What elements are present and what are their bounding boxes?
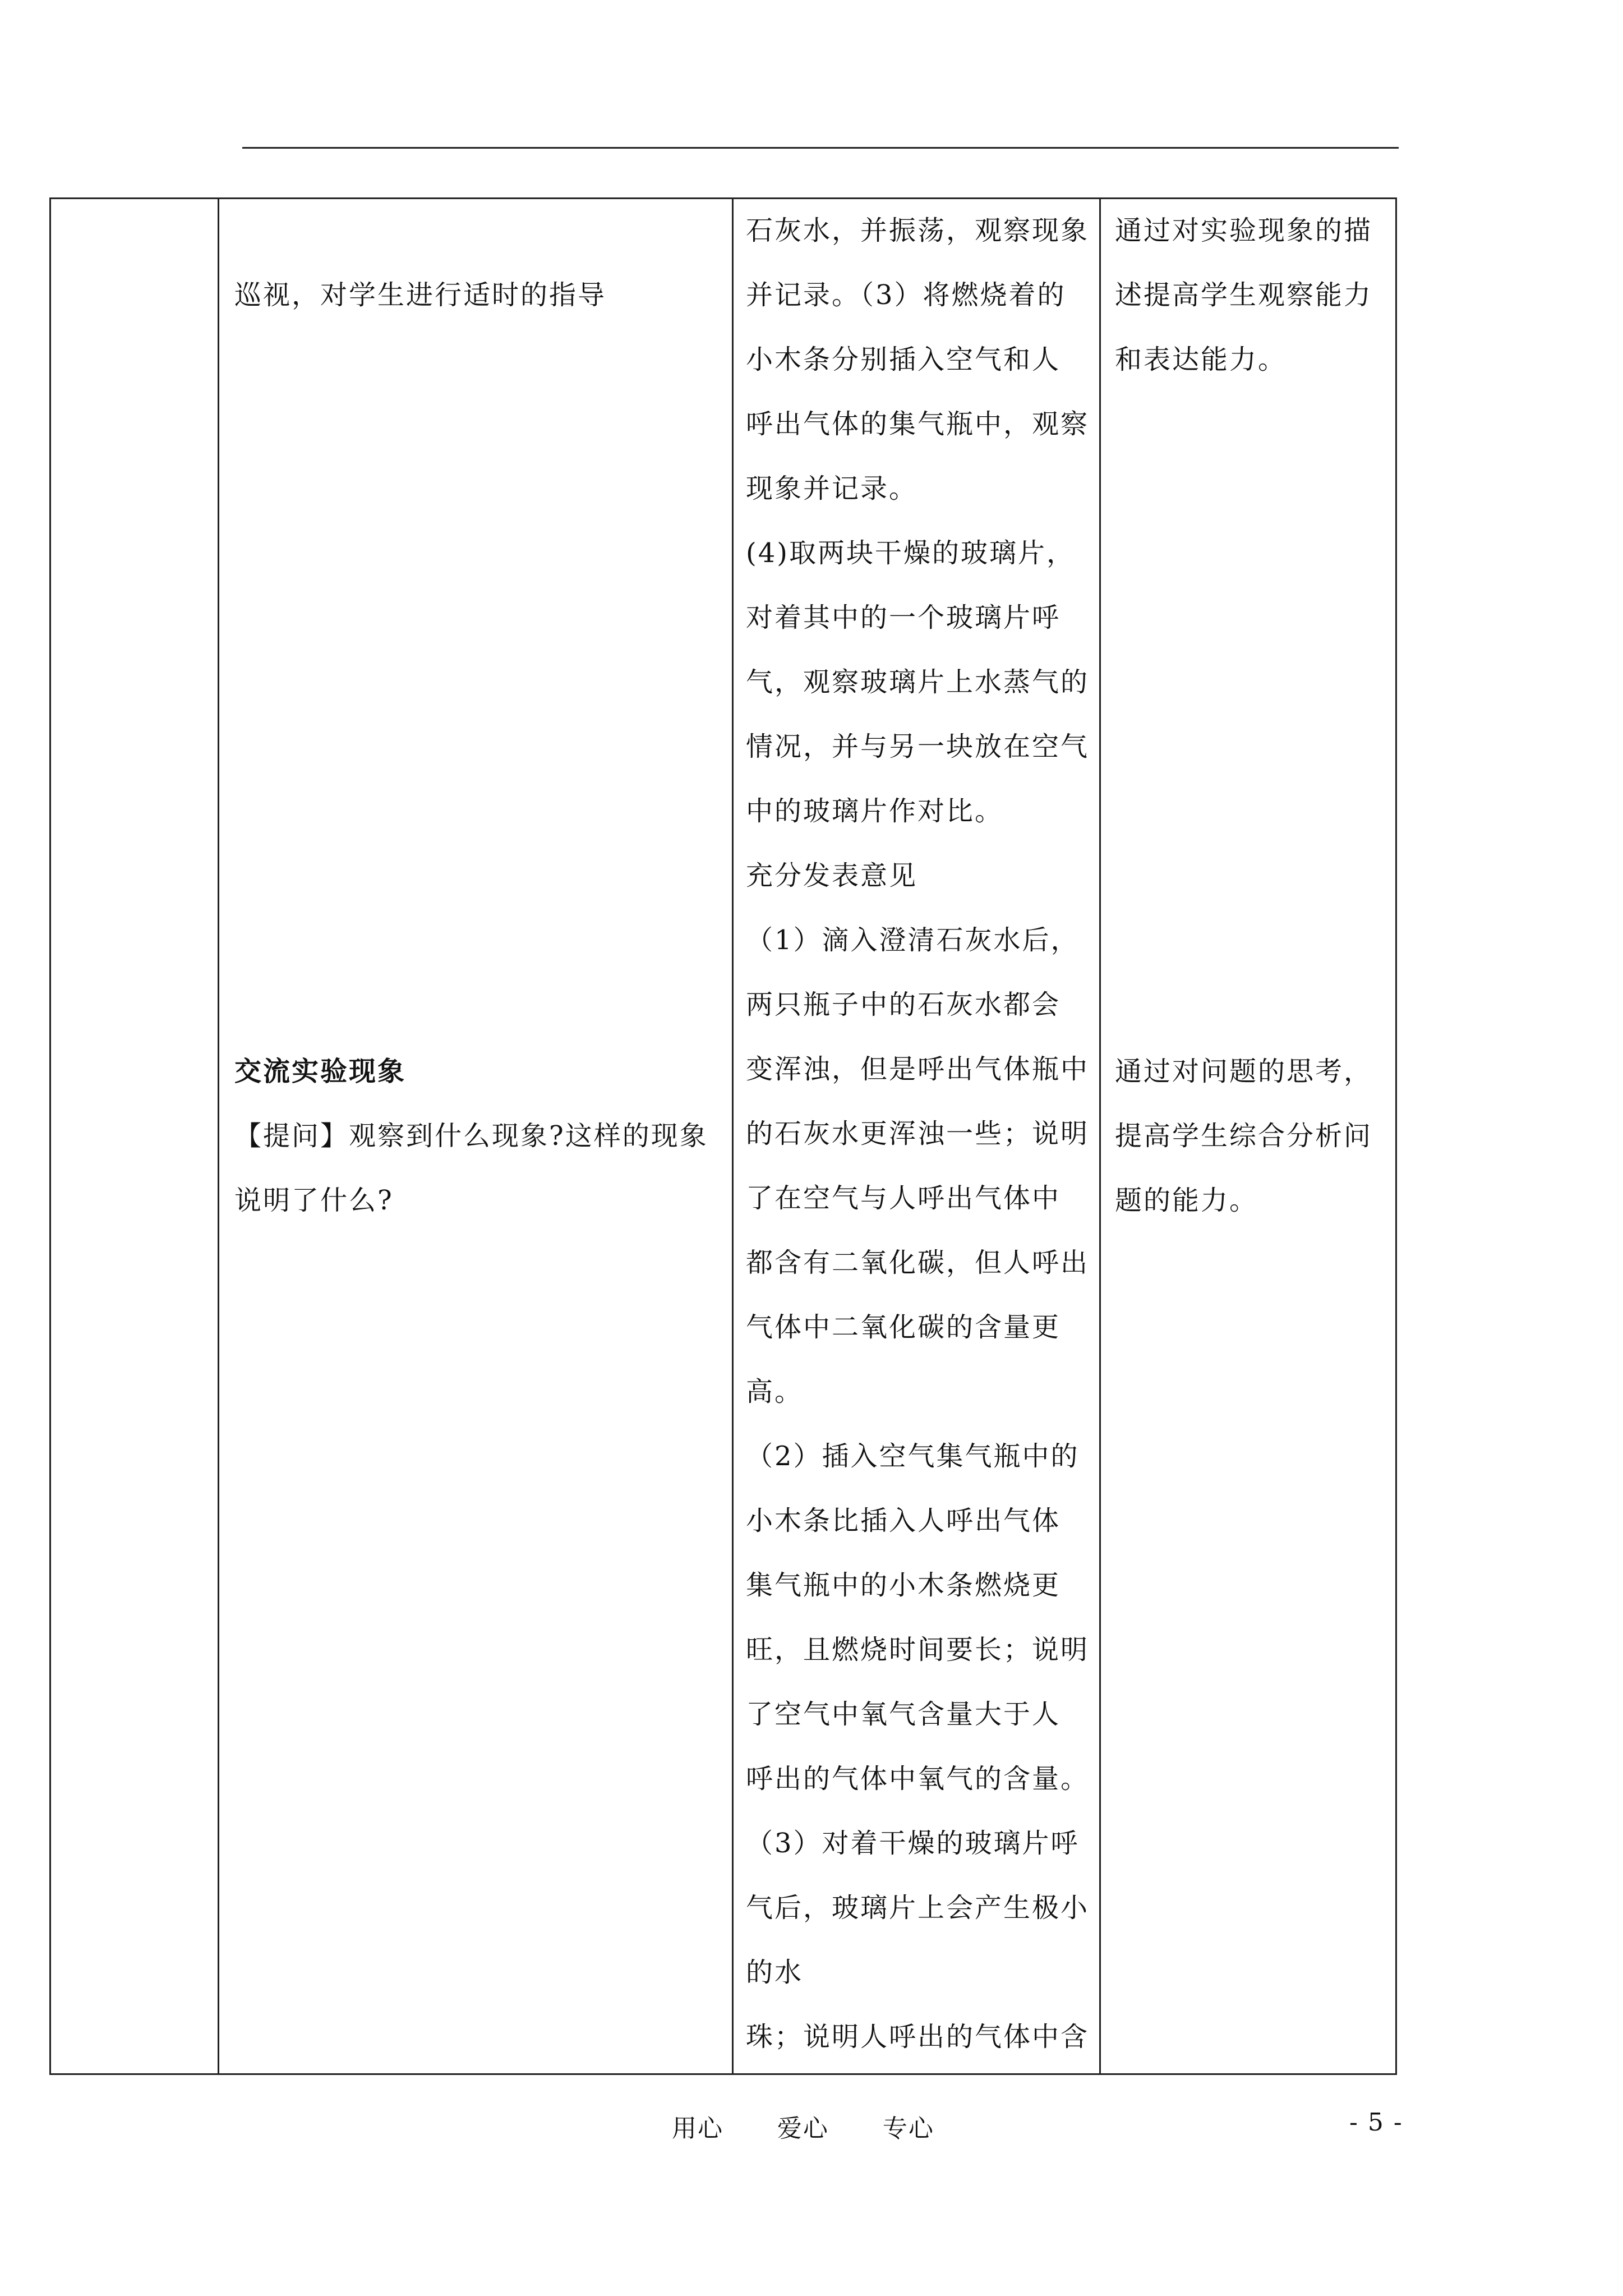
student-line-2: 并记录。（3）将燃烧着的 — [746, 279, 1066, 311]
header-rule — [242, 147, 1399, 149]
intent-2-line-3: 题的能力。 — [1115, 1185, 1258, 1216]
student-line-14: 变浑浊，但是呼出气体瓶中 — [746, 1053, 1090, 1085]
student-line-27: 气后，玻璃片上会产生极小 — [746, 1892, 1090, 1924]
intent-2-line-1: 通过对问题的思考， — [1115, 1056, 1373, 1087]
student-line-26: （3）对着干燥的玻璃片呼 — [746, 1828, 1080, 1859]
student-line-29: 珠；说明人呼出的气体中含 — [746, 2021, 1090, 2053]
student-line-28: 的水 — [746, 1957, 804, 1988]
student-line-24: 了空气中氧气含量大于人 — [746, 1699, 1061, 1730]
table-col-divider-2 — [732, 197, 734, 2075]
student-line-7: 对着其中的一个玻璃片呼 — [746, 602, 1061, 633]
intent-2-line-2: 提高学生综合分析问 — [1115, 1120, 1373, 1152]
student-line-25: 呼出的气体中氧气的含量。 — [746, 1763, 1090, 1795]
student-line-5: 现象并记录。 — [746, 473, 918, 504]
student-line-22: 集气瓶中的小木条燃烧更 — [746, 1570, 1061, 1601]
student-activity-cell — [746, 199, 1089, 2069]
student-line-13: 两只瓶子中的石灰水都会 — [746, 989, 1061, 1020]
student-line-23: 旺，且燃烧时间要长；说明 — [746, 1634, 1090, 1665]
student-line-3: 小木条分别插入空气和人 — [746, 344, 1061, 375]
table-col-divider-1 — [218, 197, 219, 2075]
student-line-18: 气体中二氧化碳的含量更 — [746, 1312, 1061, 1343]
page-number: - 5 - — [1349, 2108, 1403, 2137]
table-col-divider-3 — [1099, 197, 1101, 2075]
student-line-9: 情况，并与另一块放在空气 — [746, 731, 1090, 762]
student-line-4: 呼出气体的集气瓶中，观察 — [746, 408, 1090, 440]
student-line-12: （1）滴入澄清石灰水后， — [746, 924, 1080, 956]
student-line-10: 中的玻璃片作对比。 — [746, 795, 1004, 827]
student-line-16: 了在空气与人呼出气体中 — [746, 1182, 1061, 1214]
intent-1-line-1: 通过对实验现象的描 — [1115, 215, 1373, 246]
intent-1-line-3: 和表达能力。 — [1115, 344, 1287, 375]
student-line-6: (4)取两块干燥的玻璃片， — [746, 537, 1075, 569]
footer-motto: 用心 爱心 专心 — [672, 2114, 934, 2143]
table-border-bottom — [49, 2073, 1397, 2075]
student-line-11: 充分发表意见 — [746, 860, 918, 891]
student-line-19: 高。 — [746, 1376, 804, 1407]
student-line-20: （2）插入空气集气瓶中的 — [746, 1441, 1080, 1472]
student-line-21: 小木条比插入人呼出气体 — [746, 1505, 1061, 1536]
question-line-1: 【提问】观察到什么现象?这样的现象 — [234, 1120, 708, 1152]
question-line-2: 说明了什么? — [234, 1185, 394, 1216]
intent-1-line-2: 述提高学生观察能力 — [1115, 279, 1373, 311]
intent-cell-1 — [1115, 199, 1372, 392]
table-border-right — [1395, 197, 1397, 2075]
student-line-15: 的石灰水更浑浊一些；说明 — [746, 1118, 1090, 1149]
student-line-17: 都含有二氧化碳，但人呼出 — [746, 1247, 1090, 1278]
table-border-left — [49, 197, 51, 2075]
student-line-1: 石灰水，并振荡，观察现象 — [746, 215, 1090, 246]
student-line-8: 气，观察玻璃片上水蒸气的 — [746, 666, 1090, 698]
intent-cell-2 — [1115, 1039, 1372, 1233]
teacher-guidance-text: 巡视，对学生进行适时的指导 — [234, 279, 607, 311]
lesson-table — [49, 197, 1397, 2075]
section-heading: 交流实验现象 — [234, 1056, 407, 1087]
